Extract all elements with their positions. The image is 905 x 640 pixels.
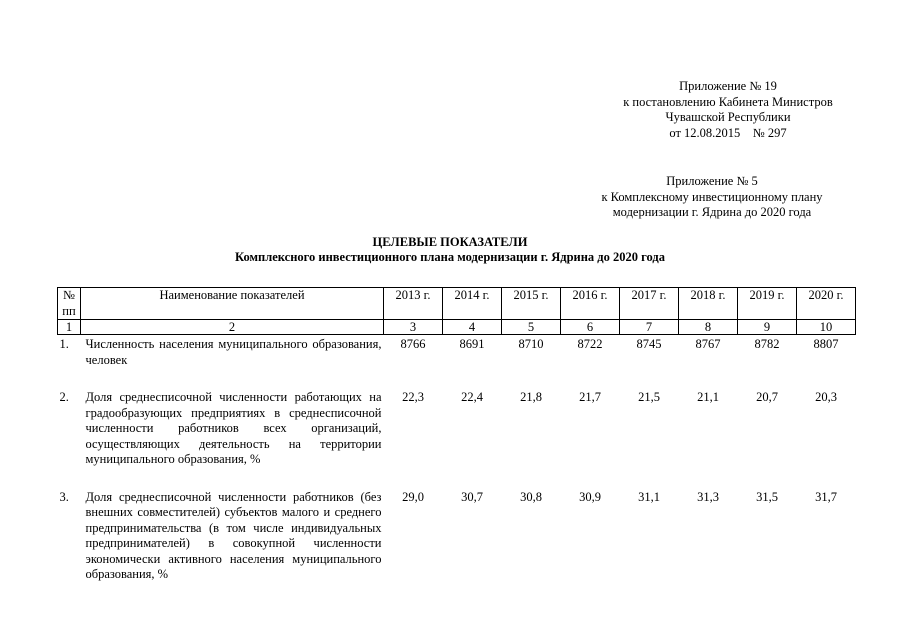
value-cell: 8745 bbox=[636, 337, 662, 351]
header-year: 2016 г. bbox=[561, 288, 620, 320]
column-number: 4 bbox=[443, 320, 502, 335]
column-number: 8 bbox=[679, 320, 738, 335]
value-cell: 21,5 bbox=[638, 390, 660, 404]
table-row bbox=[58, 388, 856, 468]
header-year: 2015 г. bbox=[502, 288, 561, 320]
column-number: 3 bbox=[384, 320, 443, 335]
row-spacer bbox=[58, 368, 856, 388]
header-indicator-name: Наименование показателей bbox=[81, 288, 384, 320]
value-cell: 20,7 bbox=[756, 390, 778, 404]
table-row bbox=[58, 488, 856, 583]
annex-5-block bbox=[582, 174, 842, 221]
annex-19-line: Чувашской Республики bbox=[665, 110, 791, 124]
column-number-row bbox=[58, 320, 856, 335]
column-number: 5 bbox=[502, 320, 561, 335]
value-cell: 21,8 bbox=[520, 390, 542, 404]
value-cell: 20,3 bbox=[815, 390, 837, 404]
value-cell: 8782 bbox=[754, 337, 780, 351]
header-year: 2018 г. bbox=[679, 288, 738, 320]
annex-19-line: от 12.08.2015 № 297 bbox=[669, 125, 787, 140]
row-number: 2. bbox=[59, 390, 69, 404]
header-year: 2019 г. bbox=[738, 288, 797, 320]
indicator-name: Доля среднесписочной численности работающих на градообразующих предприятиях в среднесписочной численности работников всех организаций, осуществляющих деятельность на территории муниципального образования, % bbox=[85, 390, 382, 466]
header-year: 2013 г. bbox=[384, 288, 443, 320]
column-number: 10 bbox=[797, 320, 856, 335]
value-cell: 8691 bbox=[459, 337, 485, 351]
column-number: 7 bbox=[620, 320, 679, 335]
row-number: 1. bbox=[59, 337, 69, 351]
title-line-2: Комплексного инвестиционного плана модернизации г. Ядрина до 2020 года bbox=[235, 250, 665, 264]
value-cell: 8766 bbox=[400, 337, 426, 351]
indicator-name: Численность населения муниципального образования, человек bbox=[85, 337, 382, 367]
row-number: 3. bbox=[59, 489, 69, 504]
value-cell: 8710 bbox=[518, 337, 544, 351]
annex-5-line: Приложение № 5 bbox=[666, 174, 758, 188]
value-cell: 8767 bbox=[695, 337, 721, 351]
value-cell: 21,7 bbox=[579, 390, 601, 404]
header-year: 2017 г. bbox=[620, 288, 679, 320]
title-line-1: ЦЕЛЕВЫЕ ПОКАЗАТЕЛИ bbox=[372, 235, 528, 249]
value-cell: 31,7 bbox=[815, 489, 837, 504]
annex-19-block bbox=[598, 79, 858, 141]
annex-5-line: к Комплексному инвестиционному плану bbox=[601, 189, 823, 204]
header-number: № пп bbox=[58, 288, 81, 320]
annex-5-line: модернизации г. Ядрина до 2020 года bbox=[612, 205, 812, 219]
column-number: 6 bbox=[561, 320, 620, 335]
value-cell: 21,1 bbox=[697, 390, 719, 404]
indicator-name: Доля среднесписочной численности работников (без внешних совместителей) субъектов малого и среднего предпринимательства (в том числе индивидуальных предпринимателей) в совокупной численности экономически активного населения муниципального образования, % bbox=[85, 489, 382, 581]
indicators-table bbox=[57, 287, 856, 583]
table-header-row bbox=[58, 288, 856, 320]
document-title bbox=[120, 235, 780, 265]
value-cell: 29,0 bbox=[402, 489, 424, 504]
header-year: 2020 г. bbox=[797, 288, 856, 320]
annex-19-line: к постановлению Кабинета Министров bbox=[623, 94, 833, 109]
row-spacer bbox=[58, 468, 856, 488]
value-cell: 31,1 bbox=[638, 489, 660, 504]
column-number: 9 bbox=[738, 320, 797, 335]
value-cell: 30,9 bbox=[579, 489, 601, 504]
table-row bbox=[58, 335, 856, 369]
value-cell: 30,8 bbox=[520, 489, 542, 504]
value-cell: 31,3 bbox=[697, 489, 719, 504]
column-number: 2 bbox=[81, 320, 384, 335]
value-cell: 31,5 bbox=[756, 489, 778, 504]
header-year: 2014 г. bbox=[443, 288, 502, 320]
value-cell: 8722 bbox=[577, 337, 603, 351]
value-cell: 8807 bbox=[813, 337, 839, 351]
value-cell: 30,7 bbox=[461, 489, 483, 504]
column-number: 1 bbox=[58, 320, 81, 335]
value-cell: 22,4 bbox=[461, 390, 483, 404]
value-cell: 22,3 bbox=[402, 390, 424, 404]
annex-19-line: Приложение № 19 bbox=[679, 79, 777, 93]
